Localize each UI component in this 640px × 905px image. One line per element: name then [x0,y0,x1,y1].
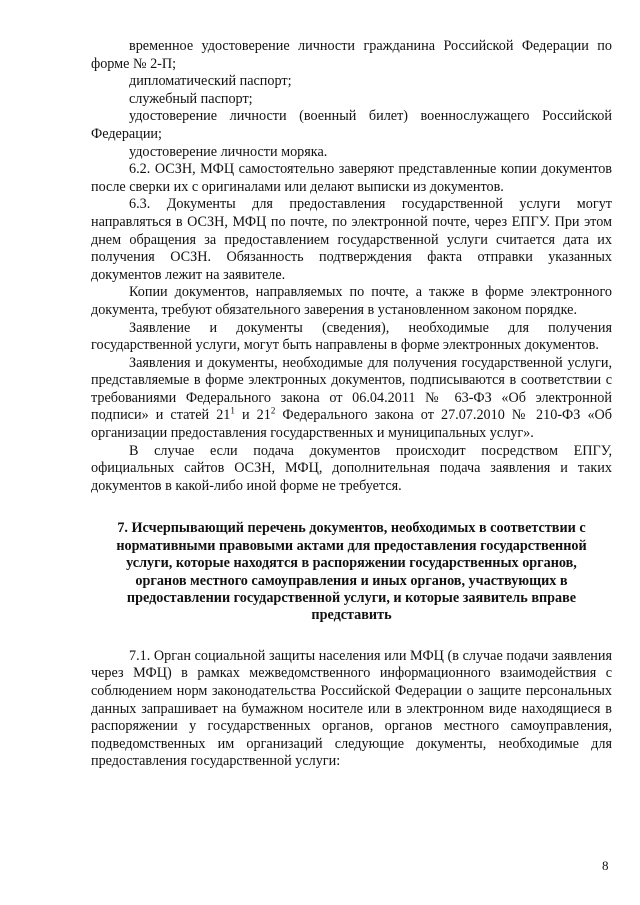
paragraph: временное удостоверение личности гражданина Российской Федерации по форме № 2-П; [91,38,612,72]
superscript-1: 1 [230,405,235,416]
document-page [91,38,612,771]
paragraph: служебный паспорт; [129,90,253,107]
paragraph: удостоверение личности моряка. [129,143,328,160]
law-text-part-1: Заявления и документы, необходимые для получения государственной услуги, представляемые в форме электронных документов, подписываются в соответствии с требованиями Федерального закона от 06.04.2011 № 63-ФЗ «Об электронной подписи» и статей 21 [91,354,612,424]
paragraph: Заявление и документы (сведения), необходимые для получения государственной услуги, могут быть направлены в форме электронных документов. [91,319,612,354]
paragraph: 6.2. ОСЗН, МФЦ самостоятельно заверяют представленные копии документов после сверки их с оригиналами или делают выписки из документов. [91,161,612,195]
law-text-part-2: и 21 [234,407,271,424]
superscript-2: 2 [270,405,276,416]
paragraph: В случае если подача документов происходит посредством ЕПГУ, официальных сайтов ОСЗН, МФЦ, дополнительная подача заявления и таких документов в какой-либо иной форме не требуется. [91,442,612,494]
page-number: 8 [602,858,609,873]
paragraph-law-reference [91,355,612,443]
paragraph: 6.3. Документы для предоставления государственной услуги могут направляться в ОСЗН, МФЦ по почте, по электронной почте, через ЕПГУ. При этом днем обращения за предоставлением государственной услуги считается дата их получения ОСЗН. Обязанность подтверждения факта отправки указанных документов лежит на заявителе. [91,196,612,283]
paragraph: удостоверение личности (военный билет) военнослужащего Российской Федерации; [91,108,612,142]
paragraph: Копии документов, направляемых по почте, а также в форме электронного документа, требуют обязательного заверения в установленном законом порядке. [91,284,612,318]
paragraph: 7.1. Орган социальной защиты населения или МФЦ (в случае подачи заявления через МФЦ) в рамках межведомственного информационного взаимодействия с соблюдением норм законодательства Российской Федерации о защите персональных данных запрашивает на бумажном носителе или в электронном виде находящиеся в распоряжении у государственных органов, органов местного самоуправления, подведомственных им организаций следующие документы, необходимые для предоставления государственной услуги: [91,647,612,770]
section-heading: 7. Исчерпывающий перечень документов, необходимых в соответствии с нормативными правовыми актами для предоставления государственной услуги, которые находятся в распоряжении государственных органов, органов местного самоуправления и иных органов, участвующих в предоставлении государственной услуги, и которые заявитель вправе представить [116,520,587,624]
paragraph: дипломатический паспорт; [129,73,292,90]
law-text-part-3: Федерального закона от 27.07.2010 № 210-ФЗ «Об организации предоставления государственных и муниципальных услуг». [91,407,613,442]
